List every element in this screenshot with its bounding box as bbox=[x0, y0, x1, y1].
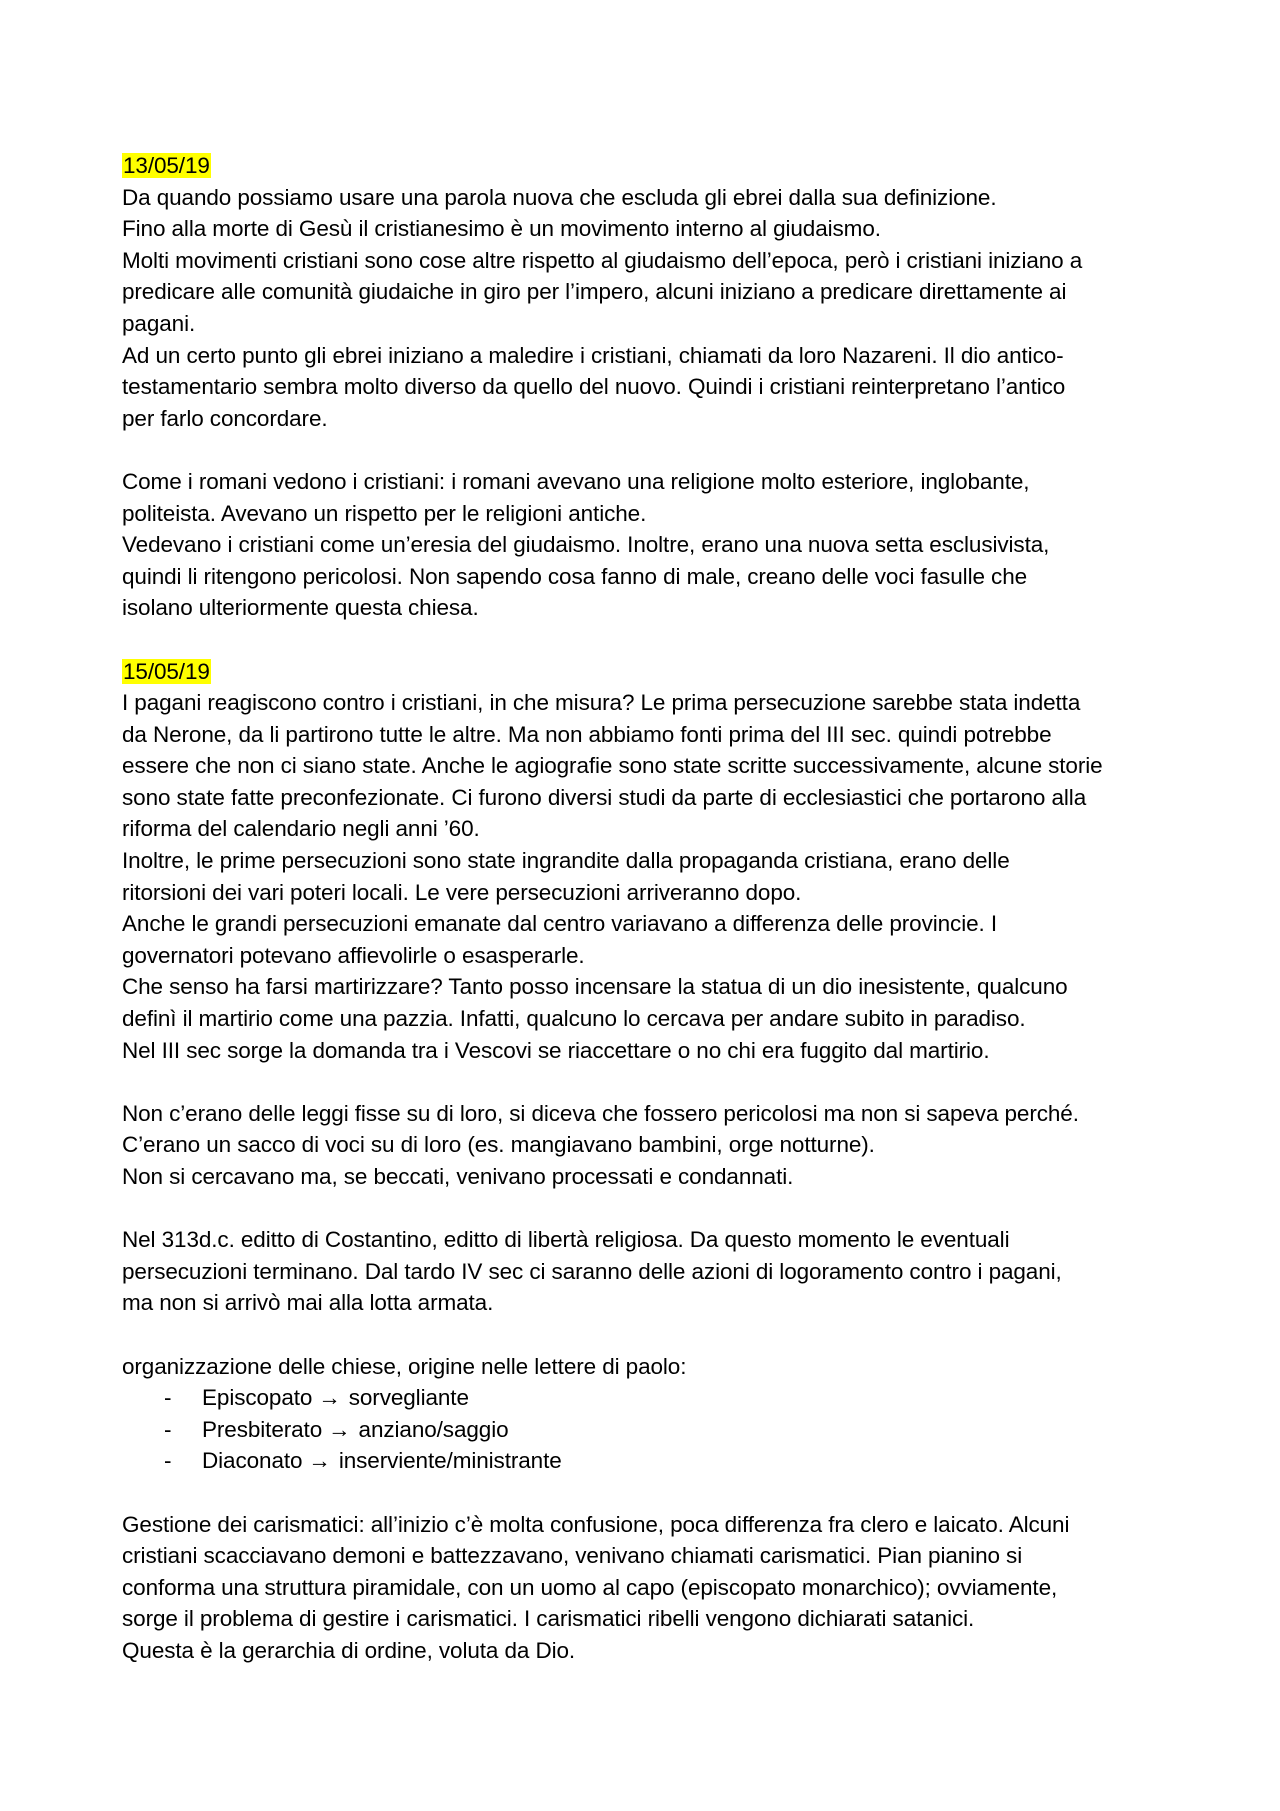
text-line: Vedevano i cristiani come un’eresia del giudaismo. Inoltre, erano una nuova setta esclusivista, bbox=[122, 532, 1050, 558]
section-date-line bbox=[122, 150, 1172, 182]
paragraph-gap bbox=[122, 434, 1172, 466]
text-line: Inoltre, le prime persecuzioni sono state ingrandite dalla propaganda cristiana, erano delle bbox=[122, 848, 1010, 874]
list-meaning: inserviente/ministrante bbox=[338, 1448, 562, 1474]
list-term: Presbiterato bbox=[202, 1416, 323, 1442]
list-meaning: anziano/saggio bbox=[358, 1416, 509, 1442]
arrow-right-icon: → bbox=[328, 1416, 351, 1442]
paragraph-gap bbox=[122, 624, 1172, 656]
list-item bbox=[164, 1445, 1172, 1477]
text-line: Molti movimenti cristiani sono cose altre rispetto al giudaismo dell’epoca, però i cristiani iniziano a bbox=[122, 247, 1083, 273]
date-highlight: 13/05/19 bbox=[123, 153, 210, 178]
text-line: sorge il problema di gestire i carismatici. I carismatici ribelli vengono dichiarati satanici. bbox=[122, 1606, 975, 1632]
text-line: isolano ulteriormente questa chiesa. bbox=[122, 595, 479, 621]
text-line: da Nerone, da li partirono tutte le altre. Ma non abbiamo fonti prima del III sec. quindi potrebbe bbox=[122, 721, 1052, 747]
text-line: cristiani scacciavano demoni e battezzavano, venivano chiamati carismatici. Pian pianino si bbox=[122, 1543, 1023, 1569]
paragraph-gap bbox=[122, 1477, 1172, 1509]
hierarchy-list bbox=[122, 1382, 1172, 1477]
text-line: pagani. bbox=[122, 310, 196, 336]
list-intro: organizzazione delle chiese, origine nelle lettere di paolo: bbox=[122, 1353, 687, 1379]
text-line: Nel 313d.c. editto di Costantino, editto di libertà religiosa. Da questo momento le eventuali bbox=[122, 1227, 1010, 1253]
text-line: Che senso ha farsi martirizzare? Tanto posso incensare la statua di un dio inesistente, qualcuno bbox=[122, 974, 1068, 1000]
text-line: politeista. Avevano un rispetto per le religioni antiche. bbox=[122, 500, 647, 526]
text-line: Questa è la gerarchia di ordine, voluta da Dio. bbox=[122, 1637, 576, 1663]
text-line: predicare alle comunità giudaiche in giro per l’impero, alcuni iniziano a predicare direttamente ai bbox=[122, 279, 1067, 305]
text-line: Ad un certo punto gli ebrei iniziano a maledire i cristiani, chiamati da loro Nazareni. Il dio antico- bbox=[122, 342, 1064, 368]
text-line: riforma del calendario negli anni ’60. bbox=[122, 816, 480, 842]
text-line: essere che non ci siano state. Anche le agiografie sono state scritte successivamente, alcune storie bbox=[122, 753, 1103, 779]
paragraph-gap bbox=[122, 1066, 1172, 1098]
list-item bbox=[164, 1414, 1172, 1446]
text-line: per farlo concordare. bbox=[122, 405, 328, 431]
text-line: Da quando possiamo usare una parola nuova che escluda gli ebrei dalla sua definizione. bbox=[122, 184, 997, 210]
bullet-dash: - bbox=[164, 1448, 172, 1474]
text-line: Fino alla morte di Gesù il cristianesimo è un movimento interno al giudaismo. bbox=[122, 216, 881, 242]
arrow-right-icon: → bbox=[318, 1385, 341, 1411]
text-line: Gestione dei carismatici: all’inizio c’è molta confusione, poca differenza fra clero e laicato. Alcuni bbox=[122, 1511, 1070, 1537]
text-line: Come i romani vedono i cristiani: i romani avevano una religione molto esteriore, inglobante, bbox=[122, 468, 1030, 494]
text-line: ritorsioni dei vari poteri locali. Le vere persecuzioni arriveranno dopo. bbox=[122, 879, 802, 905]
text-line: quindi li ritengono pericolosi. Non sapendo cosa fanno di male, creano delle voci fasulle che bbox=[122, 563, 1028, 589]
text-line: Nel III sec sorge la domanda tra i Vescovi se riaccettare o no chi era fuggito dal martirio. bbox=[122, 1037, 990, 1063]
text-line: conforma una struttura piramidale, con un uomo al capo (episcopato monarchico); ovviamente, bbox=[122, 1574, 1058, 1600]
text-line: governatori potevano affievolirle o esasperarle. bbox=[122, 942, 585, 968]
bullet-dash: - bbox=[164, 1385, 172, 1411]
paragraph-gap bbox=[122, 1319, 1172, 1351]
paragraph-gap bbox=[122, 1193, 1172, 1225]
list-item bbox=[164, 1382, 1172, 1414]
list-term: Diaconato bbox=[202, 1448, 303, 1474]
text-line: ma non si arrivò mai alla lotta armata. bbox=[122, 1290, 494, 1316]
text-line: C’erano un sacco di voci su di loro (es. mangiavano bambini, orge notturne). bbox=[122, 1132, 875, 1158]
text-line: sono state fatte preconfezionate. Ci furono diversi studi da parte di ecclesiastici che portarono alla bbox=[122, 784, 1087, 810]
text-line: testamentario sembra molto diverso da quello del nuovo. Quindi i cristiani reinterpretano l’antico bbox=[122, 374, 1066, 400]
text-line: definì il martirio come una pazzia. Infatti, qualcuno lo cercava per andare subito in paradiso. bbox=[122, 1006, 1026, 1032]
text-line: Non si cercavano ma, se beccati, venivano processati e condannati. bbox=[122, 1164, 794, 1189]
bullet-dash: - bbox=[164, 1416, 172, 1442]
document-page bbox=[122, 150, 1172, 1667]
text-line: Non c’erano delle leggi fisse su di loro, si diceva che fossero pericolosi ma non si sapeva perché. bbox=[122, 1100, 1079, 1126]
text-line: persecuzioni terminano. Dal tardo IV sec ci saranno delle azioni di logoramento contro i pagani, bbox=[122, 1258, 1062, 1284]
section-date-line bbox=[122, 656, 1172, 688]
text-line: I pagani reagiscono contro i cristiani, in che misura? Le prima persecuzione sarebbe stata indetta bbox=[122, 690, 1081, 716]
arrow-right-icon: → bbox=[308, 1448, 331, 1474]
list-term: Episcopato bbox=[202, 1385, 313, 1411]
date-highlight: 15/05/19 bbox=[123, 658, 210, 684]
text-line: Anche le grandi persecuzioni emanate dal centro variavano a differenza delle provincie. I bbox=[122, 911, 997, 937]
list-meaning: sorvegliante bbox=[348, 1385, 469, 1411]
